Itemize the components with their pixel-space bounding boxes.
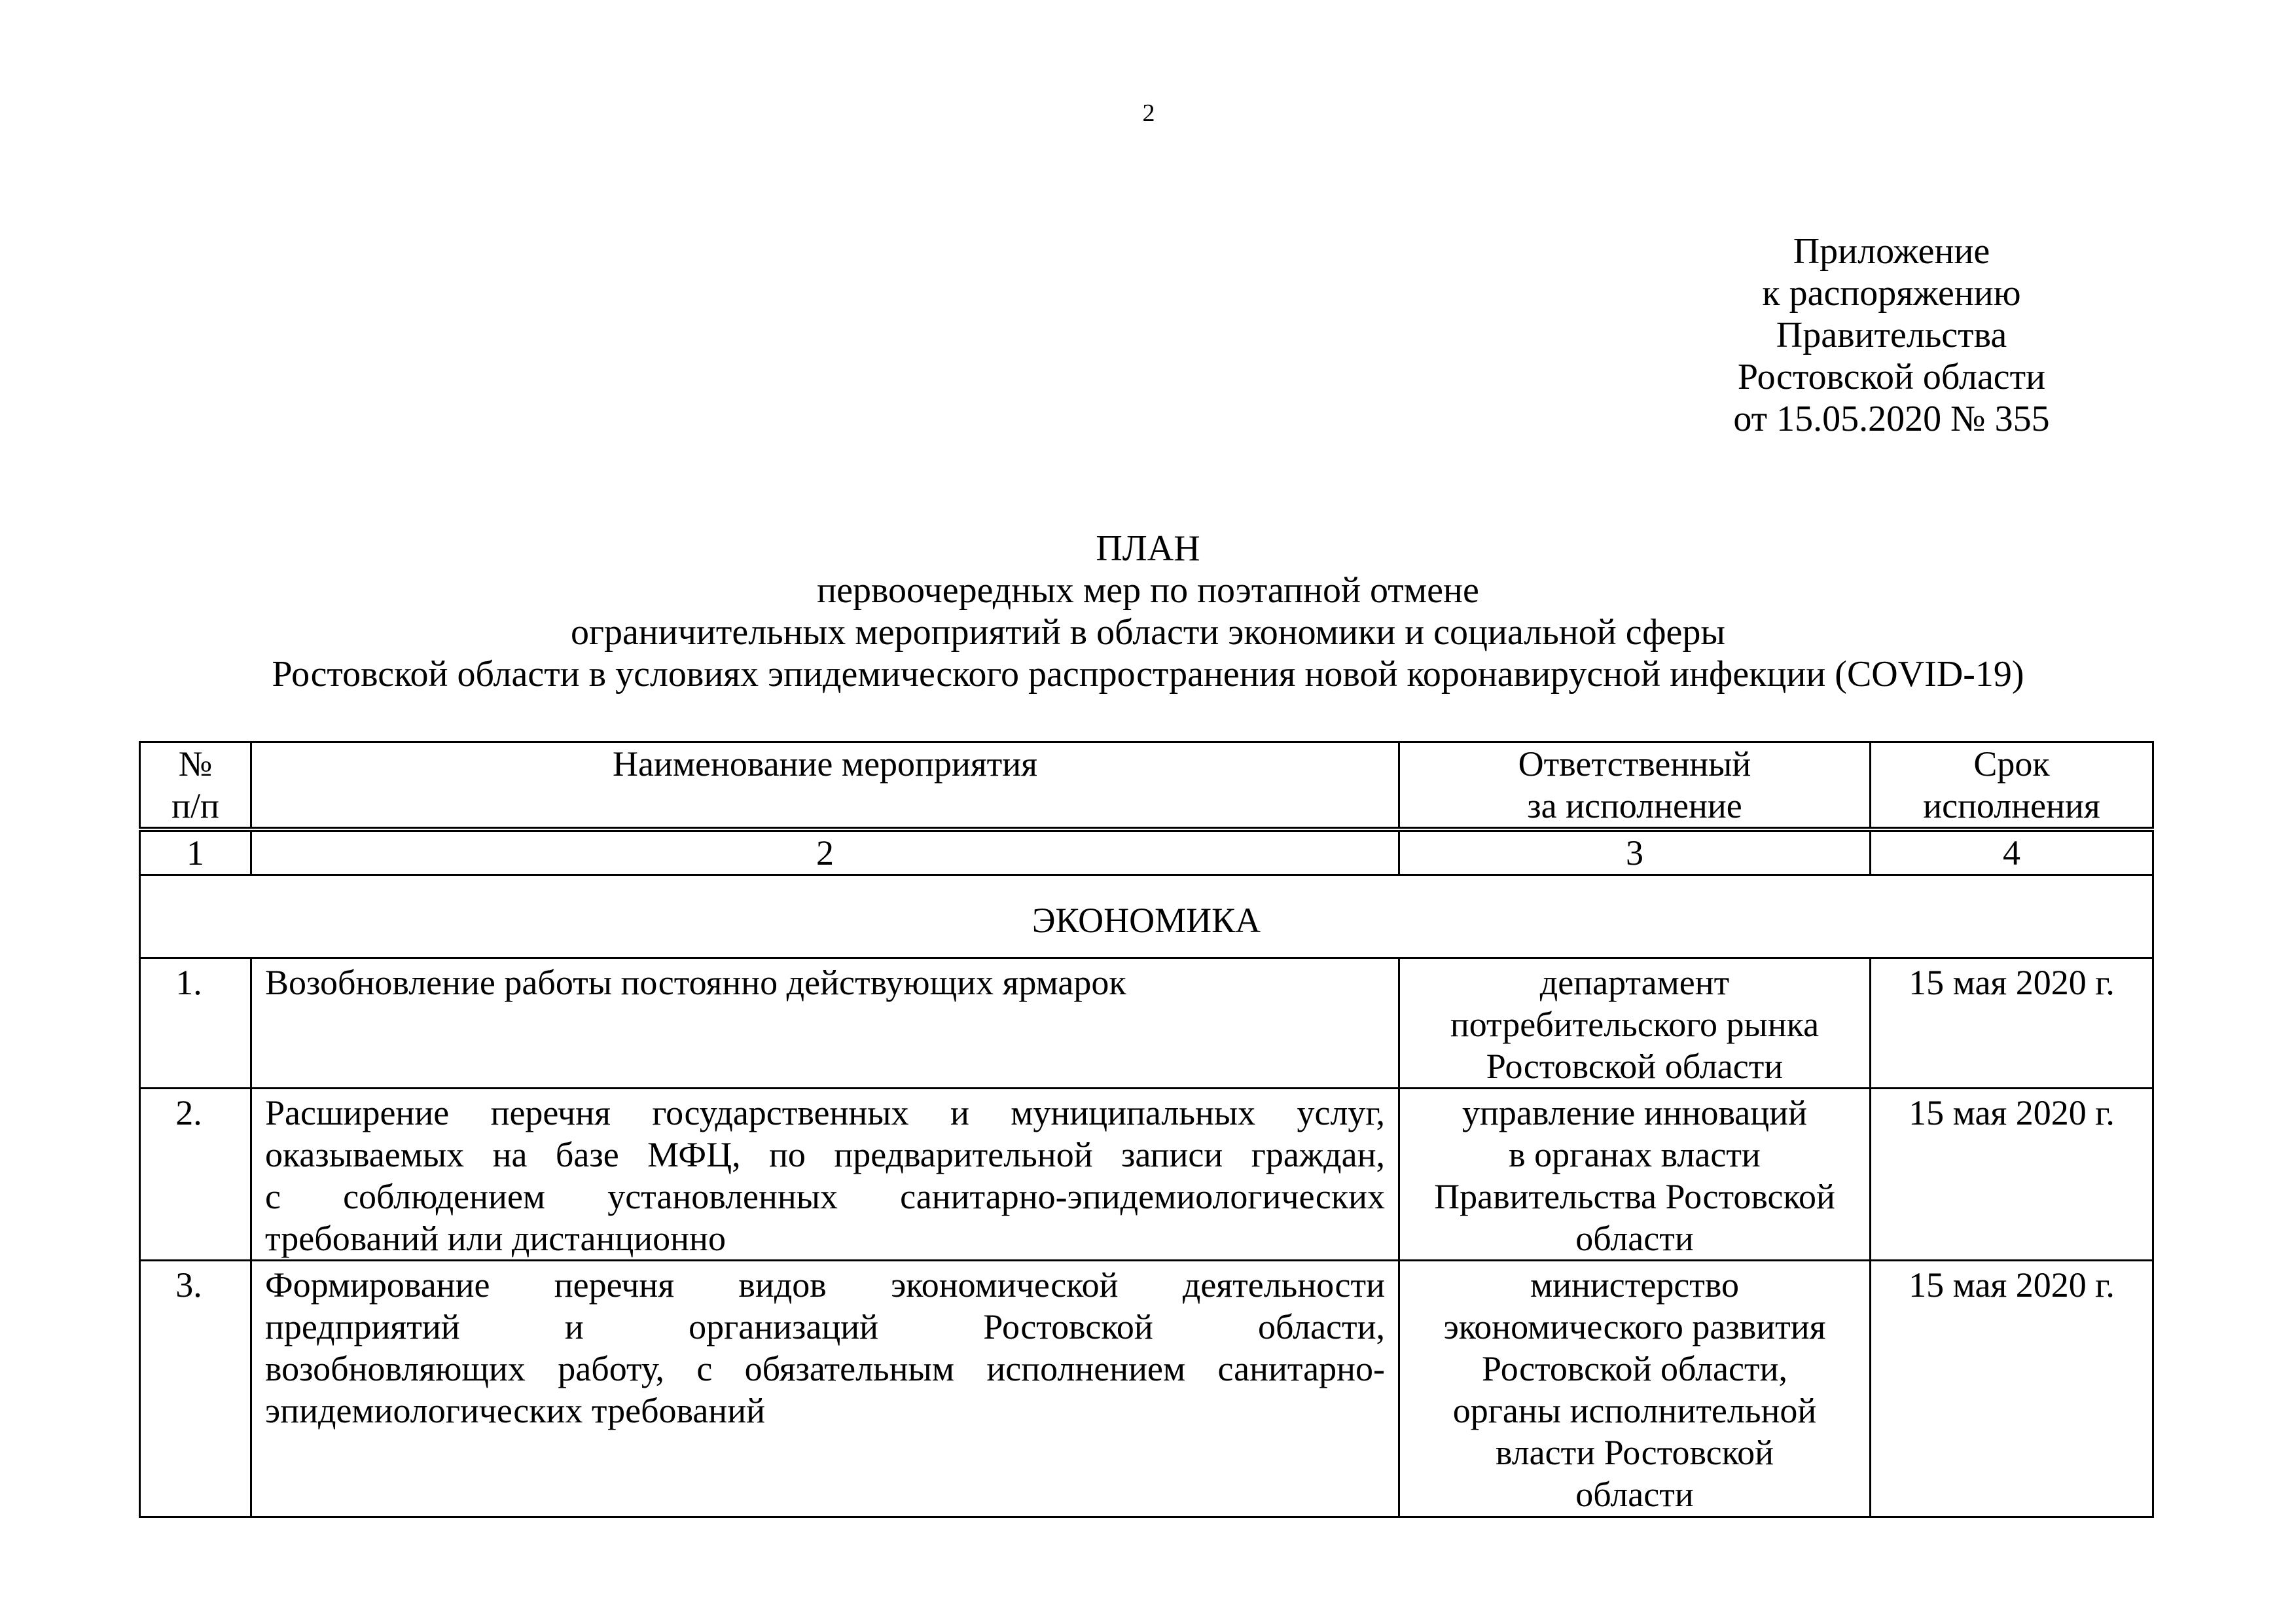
responsible-line: области [1575,1475,1694,1514]
appendix-line: к распоряжению [1762,273,2021,314]
responsible-line: власти Ростовской [1495,1433,1774,1472]
measure-name [251,1261,1399,1517]
header-line: исполнения [1923,786,2100,825]
table-row [140,1089,2153,1261]
row-number: 3. [140,1261,251,1517]
responsible-line: потребительского рынка [1450,1005,1820,1044]
responsible-line: органы исполнительной [1452,1391,1817,1430]
responsible-line: экономического развития [1443,1307,1826,1346]
appendix-reference [1676,230,2108,440]
deadline: 15 мая 2020 г. [1871,1089,2153,1261]
deadline: 15 мая 2020 г. [1871,1261,2153,1517]
row-number: 1. [140,958,251,1089]
responsible [1399,958,1871,1089]
measure-line: предприятий и организаций Ростовской области, [265,1307,1385,1346]
column-number: 2 [251,831,1399,875]
header-line: за исполнение [1527,786,1742,825]
measure-line: Формирование перечня видов экономической деятельности [265,1265,1385,1305]
measure-line: Возобновление работы постоянно действующих ярмарок [265,963,1126,1002]
appendix-line: Правительства [1776,315,2007,355]
measure-name [251,958,1399,1089]
appendix-line: Приложение [1793,231,1990,272]
responsible-line: области [1575,1219,1694,1258]
document-title [131,528,2165,695]
row-number: 2. [140,1089,251,1261]
header-number [140,742,251,828]
measure-name [251,1089,1399,1261]
measure-line: возобновляющих работу, с обязательным исполнением санитарно- [265,1349,1385,1388]
header-deadline [1871,742,2153,828]
measure-line: оказываемых на базе МФЦ, по предварительной записи граждан, [265,1135,1385,1174]
responsible-line: Ростовской области [1486,1047,1784,1086]
header-line: Наименование мероприятия [612,744,1038,784]
section-title: ЭКОНОМИКА [140,875,2153,958]
column-number-row [140,831,2153,875]
header-line: № [178,744,213,784]
measure-line: требований или дистанционно [265,1219,726,1258]
title-line: первоочередных мер по поэтапной отмене [817,570,1479,611]
column-number: 4 [1871,831,2153,875]
measure-line: Расширение перечня государственных и муниципальных услуг, [265,1093,1385,1132]
header-row [140,742,2153,828]
header-responsible [1399,742,1871,828]
responsible-line: министерство [1530,1265,1740,1305]
section-row [140,875,2153,958]
table-row [140,1261,2153,1517]
title-line: ограничительных мероприятий в области экономики и социальной сферы [570,612,1726,653]
header-line: Ответственный [1518,744,1751,784]
deadline: 15 мая 2020 г. [1871,958,2153,1089]
measure-line: эпидемиологических требований [265,1391,765,1430]
appendix-line: от 15.05.2020 № 355 [1733,399,2050,439]
responsible-line: Правительства Ростовской [1434,1177,1835,1216]
table-row [140,958,2153,1089]
responsible [1399,1261,1871,1517]
title-line: Ростовской области в условиях эпидемического распространения новой коронавирусной инфекции (COVID-19) [272,654,2024,695]
responsible-line: департамент [1539,963,1730,1002]
responsible [1399,1089,1871,1261]
header-line: Срок [1973,744,2050,784]
measure-line: с соблюдением установленных санитарно-эпидемиологических [265,1177,1385,1216]
header-line: п/п [171,786,219,825]
appendix-line: Ростовской области [1737,357,2046,397]
responsible-line: управление инноваций [1462,1093,1807,1132]
title-heading: ПЛАН [1096,528,1200,569]
column-number: 3 [1399,831,1871,875]
responsible-line: в органах власти [1509,1135,1761,1174]
responsible-line: Ростовской области, [1482,1349,1787,1388]
table-header [139,741,2154,829]
measures-table [139,830,2154,1518]
column-number: 1 [140,831,251,875]
header-name [251,742,1399,828]
page-number: 2 [1142,99,1155,127]
